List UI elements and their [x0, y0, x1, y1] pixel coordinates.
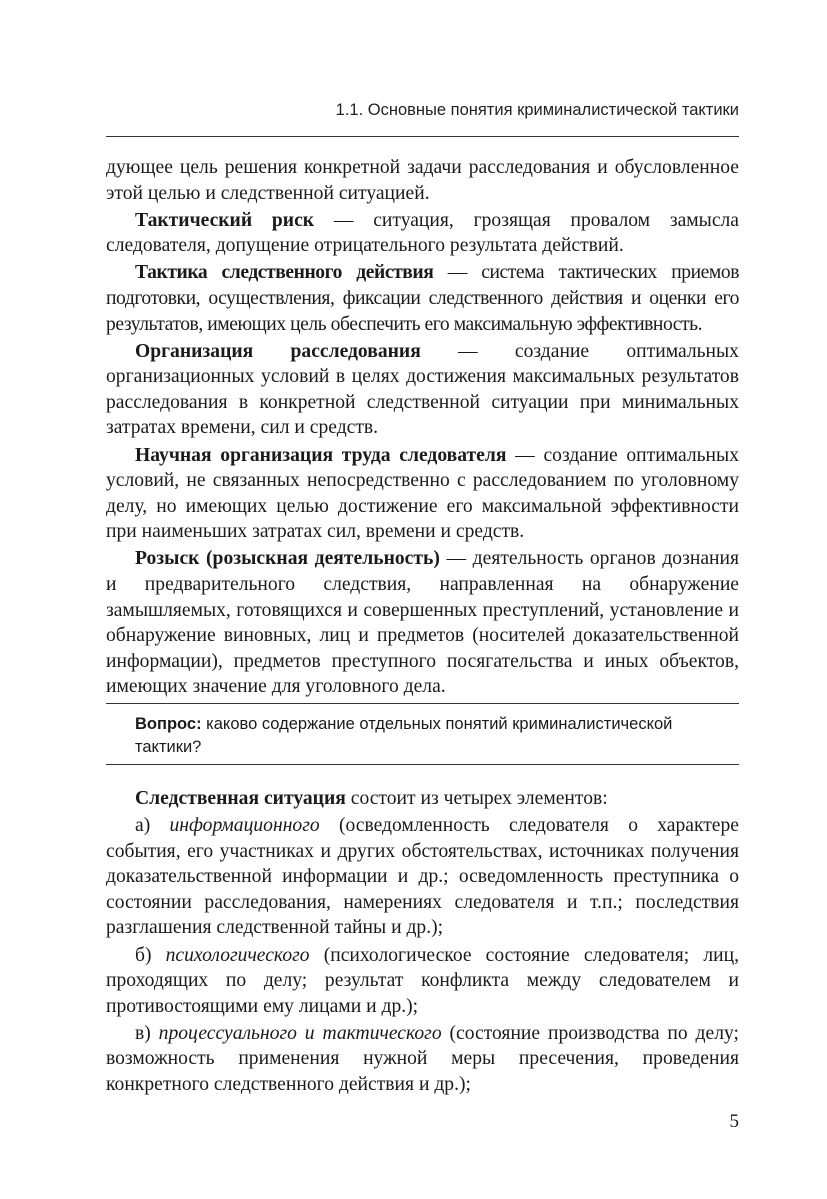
situation-lead — [106, 786, 739, 812]
question-label: Вопрос: — [135, 715, 202, 733]
definition-search-activity — [106, 546, 739, 700]
definition-text: — деятельность органов дознания и предварительного следствия, направленная на обнаружение замышляемых, готовящихся и совершенных преступлений, установление и обнаружение виновных, лиц и предметов (носителей доказательственной информации), предметов преступного посягательства и иных объектов, имеющих значение для уголовного дела. — [106, 548, 739, 698]
term: Следственная ситуация — [135, 788, 346, 809]
situation-section — [106, 786, 739, 1098]
definition-investigation-organization — [106, 339, 739, 441]
situation-element-psychological — [106, 943, 739, 1020]
element-description: (психологическое состояние следователя; лиц, проходящих по делу; результат конфликта между следователем и противостоящими ему лицами и др.); — [106, 944, 739, 1017]
element-prefix: в) — [135, 1022, 159, 1044]
definition-text: — ситуация, грозящая провалом замысла следователя, допущение отрицательного результата действий. — [106, 209, 739, 257]
definition-text: — создание оптимальных организационных условий в целях достижения максимальных результатов расследования в конкретной следственной ситуации при минимальных затратах времени, сил и средств. — [106, 340, 739, 439]
element-description: (состояние производства по делу; возможность применения нужной меры пресечения, проведения конкретного следственного действия и др.); — [106, 1022, 739, 1096]
term: Научная организация труда следователя — [135, 444, 507, 466]
lead-text: состоит из четырех элементов: — [345, 788, 608, 809]
element-name: процессуального и тактического — [158, 1022, 442, 1044]
situation-element-informational — [106, 813, 739, 941]
definition-scientific-labor-organization — [106, 443, 739, 545]
intro-continuation: дующее цель решения конкретной задачи расследования и обусловленное этой целью и следственной ситуацией. — [106, 157, 739, 204]
element-prefix: а) — [135, 815, 170, 837]
term: Тактика следственного действия — [135, 262, 434, 284]
question-box — [106, 703, 739, 765]
situation-element-procedural — [106, 1021, 739, 1098]
element-description: (осведомленность следователя о характере события, его участниках и других обстоятельствах, источниках получения доказательственной информации и др.; осведомленность преступника о состоянии расследования, намерениях следователя и т.п.; последствия разглашения следственной тайны и др.); — [106, 815, 740, 939]
definition-text: — создание оптимальных условий, не связанных непосредственно с расследованием по уголовному делу, но имеющих целью достижение его максимальной эффективности при наименьших затратах сил, времени и средств. — [106, 444, 739, 543]
definition-tactical-risk — [106, 208, 739, 259]
element-prefix: б) — [135, 944, 166, 966]
running-head-title: 1.1. Основные понятия криминалистической тактики — [335, 101, 739, 119]
term: Организация расследования — [135, 340, 421, 362]
page-number: 5 — [729, 1111, 739, 1132]
book-page — [106, 0, 739, 1199]
term: Тактический риск — [135, 209, 315, 231]
question-text — [135, 713, 739, 758]
main-text — [106, 155, 739, 700]
header-rule — [106, 136, 739, 137]
definition-text: — система тактических приемов подготовки, осуществления, фиксации следственного действия и оценки его результатов, имеющих цель обеспечить его максимальную эффективность. — [106, 262, 739, 335]
question-body: каково содержание отдельных понятий криминалистической тактики? — [135, 715, 673, 756]
element-name: информационного — [169, 815, 320, 837]
term: Розыск (розыскная деятельность) — [135, 548, 440, 570]
element-name: психологического — [165, 944, 310, 966]
definition-investigative-action-tactics — [106, 260, 739, 337]
